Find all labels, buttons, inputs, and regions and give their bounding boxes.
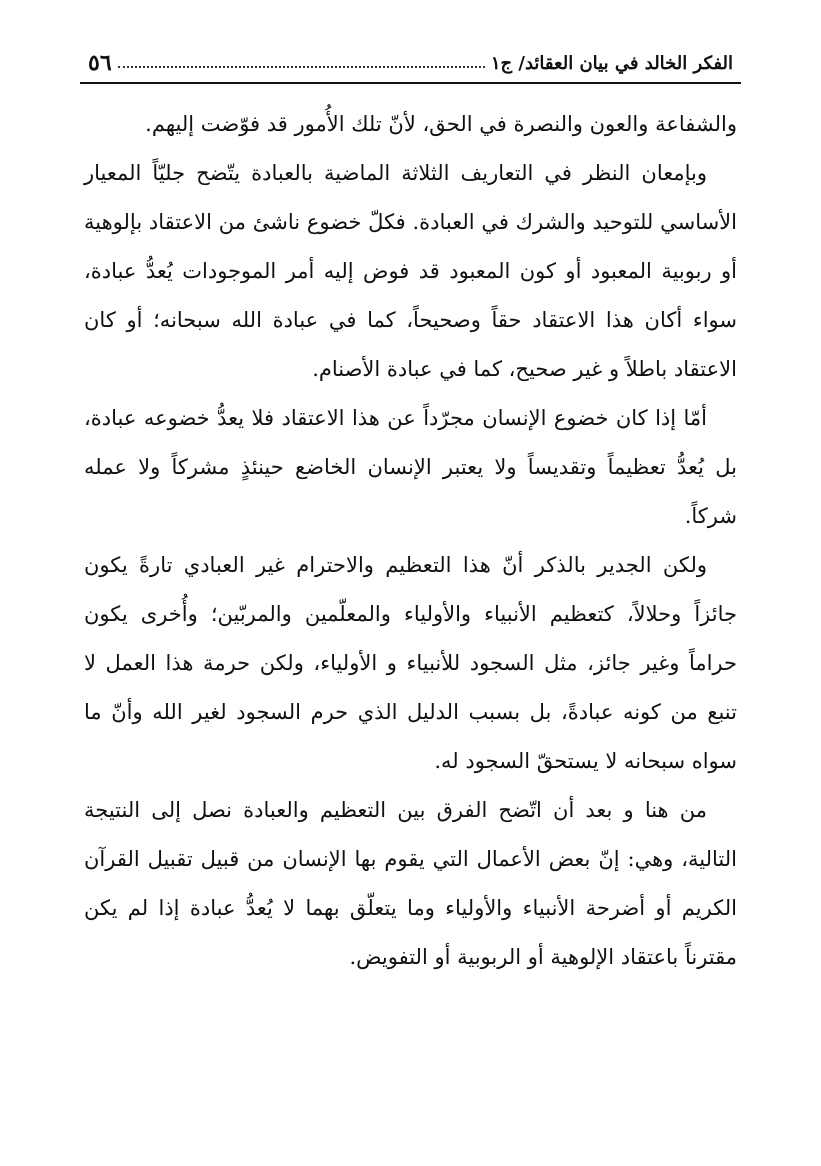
paragraph-1: والشفاعة والعون والنصرة في الحق، لأنّ تلك الأُمور قد فوّضت إليهم. <box>145 112 737 136</box>
paragraph-2: وبإمعان النظر في التعاريف الثلاثة الماضية بالعبادة يتّضح جليّاً المعيار الأساسي للتوحيد والشرك في العبادة. فكلّ خضوع ناشئ من الاعتقاد بإلوهية أو ربوبية المعبود أو كون المعبود قد فوض إليه أمر الموجودات يُعدُّ عبادة، سواء أكان هذا الاعتقاد حقاً وصحيحاً، كما في عبادة الله سبحانه؛ أو كان الاعتقاد باطلاً و غير صحيح، كما في عبادة الأصنام. <box>84 161 737 381</box>
header-divider <box>80 82 741 84</box>
running-title: الفكر الخالد في بيان العقائد/ ج١ <box>490 53 733 74</box>
paragraph-3: أمّا إذا كان خضوع الإنسان مجرّداً عن هذا الاعتقاد فلا يعدُّ خضوعه عبادة، بل يُعدُّ تعظيماً وتقديساً ولا يعتبر الإنسان الخاضع حينئذٍ مشركاً ولا عمله شركاً. <box>84 406 737 528</box>
page-header <box>88 40 733 80</box>
page-body <box>84 100 737 982</box>
paragraph-5: من هنا و بعد أن اتّضح الفرق بين التعظيم والعبادة نصل إلى النتيجة التالية، وهي: إنّ بعض الأعمال التي يقوم بها الإنسان من قبيل تقبيل القرآن الكريم أو أضرحة الأنبياء والأولياء وما يتعلّق بهما لا يُعدُّ عبادة إذا لم يكن مقترناً باعتقاد الإلوهية أو الربوبية أو التفويض. <box>84 798 737 969</box>
page-number: ٥٦ <box>88 50 112 76</box>
paragraph-4: ولكن الجدير بالذكر أنّ هذا التعظيم والاحترام غير العبادي تارةً يكون جائزاً وحلالاً، كتعظيم الأنبياء والأولياء والمعلّمين والمربّين؛ وأُخرى يكون حراماً وغير جائز، مثل السجود للأنبياء و الأولياء، ولكن حرمة هذا العمل لا تنبع من كونه عبادةً، بل بسبب الدليل الذي حرم السجود لغير الله وأنّ ما سواه سبحانه لا يستحقّ السجود له. <box>84 553 737 773</box>
header-dot-leader <box>118 65 485 68</box>
